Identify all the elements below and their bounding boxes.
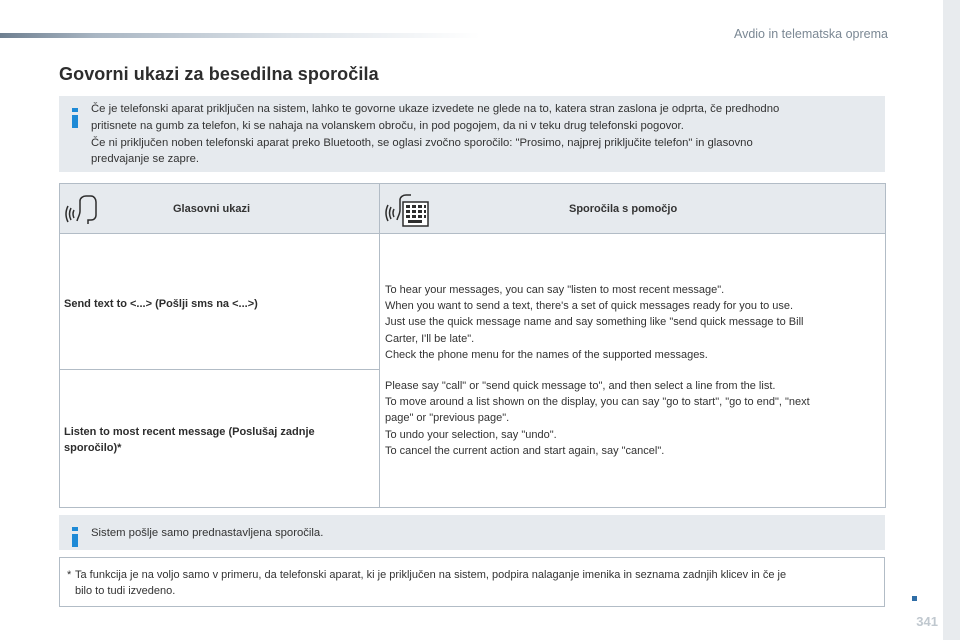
- command-listen-recent: [64, 424, 364, 456]
- help-line: To cancel the current action and start again, say "cancel".: [385, 444, 665, 457]
- footnote-line: bilo to tudi izvedeno.: [75, 585, 176, 598]
- help-block-2: [385, 378, 875, 459]
- page-number: 341: [916, 614, 938, 629]
- info-icon: [72, 108, 78, 128]
- help-line: page" or "previous page".: [385, 412, 510, 425]
- footnote-mark: *: [67, 569, 72, 581]
- help-block-1: [385, 282, 875, 363]
- column-header-help-label: Sporočila s pomočjo: [569, 203, 678, 215]
- column-header-voice: [60, 184, 379, 234]
- info-text: Sistem pošlje samo prednastavljena sporočila.: [91, 527, 324, 539]
- voice-command-icon: [65, 193, 99, 227]
- column-header-help: [380, 184, 885, 234]
- table-header: [60, 184, 885, 234]
- info-icon: [72, 527, 78, 547]
- command-send-text: Send text to <...> (Pošlji sms na <...>): [64, 298, 258, 310]
- page-title: Govorni ukazi za besedilna sporočila: [59, 64, 379, 84]
- info-box-top: [59, 96, 885, 172]
- help-line: Please say "call" or "send quick message to", and then select a line from the list.: [385, 380, 776, 392]
- header-rule: [0, 33, 480, 38]
- voice-help-keyboard-icon: [385, 190, 433, 228]
- footnote: [59, 557, 885, 607]
- info-line: predvajanje se zapre.: [91, 153, 200, 166]
- help-line: Check the phone menu for the names of the supported messages.: [385, 348, 708, 361]
- info-line: Če je telefonski aparat priključen na sistem, lahko te govorne ukaze izvedete ne glede na to, katera stran zaslona je odprta, če predhodno: [91, 103, 780, 115]
- help-line: Just use the quick message name and say something like "send quick message to Bill: [385, 316, 804, 329]
- help-line: When you want to send a text, there's a set of quick messages ready for you to use.: [385, 300, 794, 313]
- command-line: sporočilo)*: [64, 442, 122, 454]
- section-title: Avdio in telematska oprema: [733, 27, 888, 41]
- info-box-bottom: [59, 515, 885, 550]
- help-line: To move around a list shown on the display, you can say "go to start", "go to end", "next: [385, 396, 810, 409]
- column-header-voice-label: Glasovni ukazi: [173, 203, 251, 215]
- row-divider: [60, 369, 379, 370]
- footnote-line: Ta funkcija je na voljo samo v primeru, da telefonski aparat, ki je priključen na sistem, podpira nalaganje imenika in seznama zadnjih klicev in če je: [75, 569, 787, 581]
- page-marker: [912, 596, 917, 601]
- help-line: To undo your selection, say "undo".: [385, 428, 557, 441]
- column-divider: [379, 184, 380, 507]
- info-line: pritisnete na gumb za telefon, ki se nahaja na volanskem obroču, in pod pogojem, da ni v teku drug telefonski pogovor.: [91, 119, 684, 132]
- voice-command-table: [59, 183, 886, 508]
- command-line: Listen to most recent message (Poslušaj zadnje: [64, 426, 315, 438]
- help-line: To hear your messages, you can say "listen to most recent message".: [385, 284, 725, 296]
- help-line: Carter, I'll be late".: [385, 332, 475, 345]
- info-line: Če ni priključen noben telefonski aparat preko Bluetooth, se oglasi zvočno sporočilo: "Prosimo, najprej priključite telefon" in glasovno: [91, 136, 753, 149]
- page-edge-strip: [943, 0, 960, 640]
